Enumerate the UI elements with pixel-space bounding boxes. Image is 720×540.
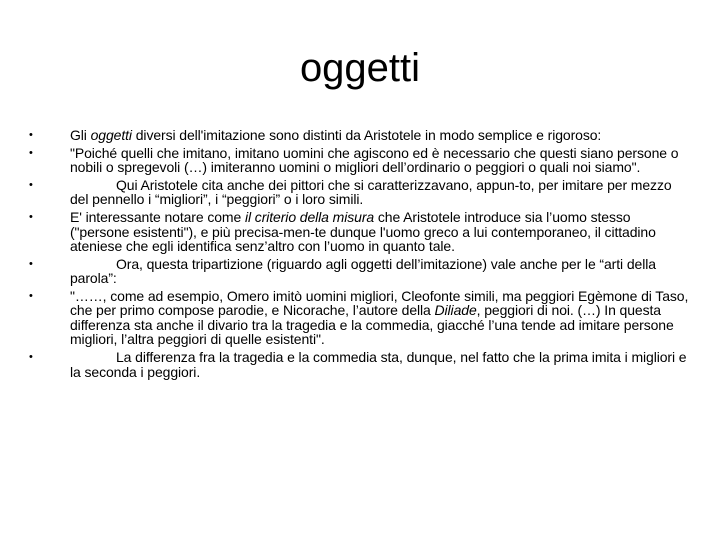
- bullet-item-3: [25, 178, 690, 207]
- bullet-icon: •: [29, 178, 33, 191]
- bullet-icon: •: [29, 211, 33, 224]
- bullet-icon: •: [29, 129, 33, 141]
- bullet-item-6: [25, 289, 690, 347]
- bullet-text-pre: E' interessante notare come: [70, 209, 245, 226]
- bullet-item-2: [25, 146, 690, 175]
- bullet-text: Ora, questa tripartizione (riguardo agli oggetti dell’imitazione) vale anche per le “arti della parola”:: [70, 255, 656, 287]
- bullet-icon: •: [29, 351, 33, 364]
- bullet-text-post: diversi dell'imitazione sono distinti da Aristotele in modo semplice e rigoroso:: [131, 127, 602, 143]
- bullet-text-pre: "……, come ad esempio, Omero imitò uomini migliori, Cleofonte simili, ma peggiori Egèmone di Taso, che per primo compose parodie, e Nicorache, l’autore della: [70, 287, 689, 319]
- bullet-item-4: [25, 210, 690, 254]
- bullet-icon: •: [29, 289, 33, 302]
- bullet-icon: •: [29, 146, 33, 159]
- bullet-item-1: [25, 128, 690, 143]
- bullet-text: La differenza fra la tragedia e la commedia sta, dunque, nel fatto che la prima imita i migliori e la seconda i peggiori.: [70, 349, 687, 380]
- bullet-text-emphasis: oggetti: [90, 127, 132, 143]
- bullet-text-post: che Aristotele introduce sia l’uomo stesso ("persone esistenti"), e più precisa-men-te dunque l'uomo greco a lui contemporaneo, il cittadino ateniese che egli identifica senz’altro con l’uomo in quanto tale.: [70, 209, 656, 255]
- bullet-text-pre: Gli: [70, 127, 91, 143]
- slide-title: oggetti: [299, 46, 421, 90]
- bullet-text-post: , peggiori di noi. (…) In questa differenza sta anche il divario tra la tragedia e la commedia, giacché l’una tende ad imitare persone migliori, l’altra peggiori di quelle esistenti".: [70, 302, 674, 348]
- bullet-icon: •: [29, 257, 33, 270]
- bullet-text: "Poiché quelli che imitano, imitano uomini che agiscono ed è necessario che questi siano persone o nobili o spregevoli (…) imiteranno uomini o migliori dell’ordinario o peggiori o quali noi siamo".: [70, 144, 679, 176]
- bullet-list: [25, 128, 690, 382]
- bullet-text: Qui Aristotele cita anche dei pittori che si caratterizzavano, appun-to, per imitare per mezzo del pennello i “migliori”, i “peggiori” o i loro simili.: [70, 176, 672, 208]
- bullet-text-emphasis: Diliade: [434, 302, 477, 319]
- bullet-text-emphasis: il criterio della misura: [244, 209, 375, 226]
- bullet-item-5: [25, 257, 690, 286]
- bullet-item-7: [25, 350, 690, 379]
